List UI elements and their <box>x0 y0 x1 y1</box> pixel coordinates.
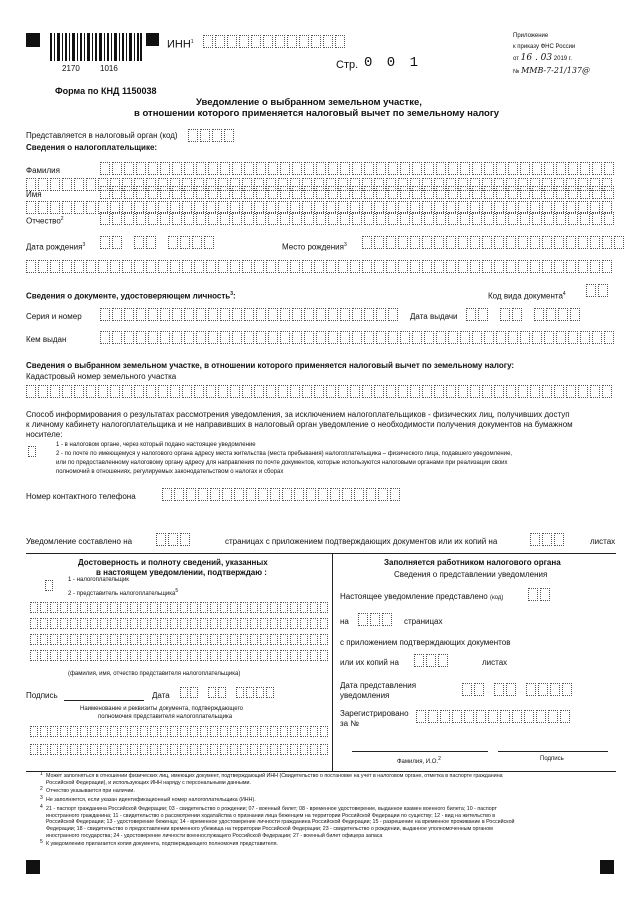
right-date-label-line1: Дата представления <box>340 681 417 690</box>
footnote <box>40 803 614 840</box>
blocks-top-line <box>26 553 616 554</box>
authority-doc-row1[interactable] <box>30 726 330 737</box>
left-date-label: Дата <box>152 691 170 700</box>
left-signature-line <box>64 700 144 701</box>
left-signature-label: Подпись <box>26 691 58 700</box>
right-fio-label: Фамилия, И.О.$^2$ <box>397 756 441 765</box>
footnote <box>40 786 614 795</box>
right-date-label-line2: уведомления <box>340 691 390 700</box>
sheets-count-cells[interactable] <box>530 533 566 546</box>
birth-place-cells[interactable] <box>362 236 626 249</box>
patronymic-label: Отчество$^2$ <box>26 216 64 226</box>
document-section-title: Сведения о документе, удостоверяющем личность$^3$: <box>26 291 236 301</box>
doc-type-code-label: Код вида документа$^4$ <box>488 291 566 301</box>
birth-place-label: Место рождения$^3$ <box>282 242 347 252</box>
doc-type-code-cells[interactable] <box>586 284 610 297</box>
right-signature-line <box>498 751 608 752</box>
corner-marker-bottom-right <box>600 860 614 874</box>
footnotes <box>40 771 614 850</box>
series-number-cells[interactable] <box>100 308 400 321</box>
registration-number-cells[interactable] <box>416 710 572 723</box>
footnote-line: Федерации; 18 - свидетельство о предоставлении временного убежища на территории Российской Федерации; 23 - свидетельство о рождении, выданное уполномоченным органом <box>46 825 493 832</box>
footnote-line: Отчество указывается при наличии. <box>46 788 135 795</box>
right-date-cells[interactable] <box>462 683 574 696</box>
right-sheets-label: листах <box>482 658 508 667</box>
presented-on-label: Настоящее уведомление представлено (код) <box>340 592 504 601</box>
surname-cells[interactable] <box>100 162 616 175</box>
issued-by-label: Кем выдан <box>26 335 67 344</box>
footnote-line: Российской Федерации), и использующих ИНН наряду с персональными данными. <box>46 779 251 786</box>
patronymic-cells[interactable] <box>100 212 616 225</box>
appendix-line1: Приложение <box>513 33 549 39</box>
registered-label-line2: за № <box>340 719 359 728</box>
footnote-line: Не заполняется, если указан идентификационный номер налогоплательщика (ИНН). <box>46 797 256 804</box>
series-number-label: Серия и номер <box>26 312 82 321</box>
appendix-line4: № ММВ-7-21/137@ <box>513 66 591 75</box>
sheets-label: листах <box>590 537 616 546</box>
right-pages-cells[interactable] <box>358 613 394 626</box>
footnote-line: 21 - паспорт гражданина Российской Федерации; 03 - свидетельство о рождении; 07 - военный билет; 08 - временное удостоверение, выданное взамен военного билета; 10 - паспорт <box>46 805 497 812</box>
footnote-line: иностранного государства; 24 - удостоверение личности военнослужащего Российской Федерации; 27 - военный билет офицера запаса <box>46 832 383 839</box>
footnotes-top-line <box>26 771 616 772</box>
left-block-title-line1: Достоверность и полноту сведений, указанных <box>78 558 268 567</box>
barcode-number-left: 2170 <box>62 64 80 73</box>
registered-label-line1: Зарегистрировано <box>340 709 409 718</box>
surname-label: Фамилия <box>26 166 60 175</box>
footnote-line: К уведомлению прилагается копия документа, подтверждающего полномочия представителя. <box>46 841 278 848</box>
form-title-line1: Уведомление о выбранном земельном участке, <box>196 97 422 108</box>
appendix-date-handwritten: 16 . 03 <box>520 53 553 63</box>
inform-text-line1: Способ информирования о результатах рассмотрения уведомления, за исключением налогоплательщиков - физических лиц, получивших доступ <box>26 410 570 419</box>
representative-fio-caption: (фамилия, имя, отчество представителя налогоплательщика) <box>68 671 241 677</box>
phone-cells[interactable] <box>162 488 402 501</box>
taxpayer-section-title: Сведения о налогоплательщике: <box>26 143 158 152</box>
issued-by-cells[interactable] <box>100 331 616 344</box>
confirm-type-cell[interactable] <box>45 580 55 591</box>
inform-option-1: 1 - в налоговом органе, через который подано настоящее уведомление <box>56 442 256 448</box>
footnote-number: 5 <box>40 839 43 846</box>
birth-date-cells[interactable] <box>100 236 216 249</box>
right-sheets-cells[interactable] <box>414 654 450 667</box>
inform-option-2-line3: полномочий в отношениях, регулируемых законодательством о налогах и сборах <box>56 469 284 475</box>
name-label: Имя <box>26 190 42 199</box>
right-block-subtitle: Сведения о представлении уведомления <box>394 570 548 579</box>
barcode-number-right: 1016 <box>100 64 118 73</box>
right-on-label: на <box>340 617 349 626</box>
phone-label: Номер контактного телефона <box>26 492 136 501</box>
pages-with-docs-label: страницах с приложением подтверждающих документов или их копий на <box>225 537 498 546</box>
confirm-option-2: 2 - представитель налогоплательщика$^5$ <box>68 588 179 597</box>
footnote-number: 3 <box>40 795 43 802</box>
inform-text-line3: носителе: <box>26 430 63 439</box>
issue-date-cells[interactable] <box>466 308 582 321</box>
inform-method-cell[interactable] <box>28 446 38 457</box>
authority-doc-row2[interactable] <box>30 744 330 755</box>
inform-option-2-line1: 2 - по почте по имеющемуся у налогового органа адресу места жительства (места пребывания) налогоплательщика – физического лица, подавшего уведомление, <box>56 451 513 457</box>
inform-text-line2: к личному кабинету налогоплательщика и не направивших в налоговый орган уведомление о необходимости получения документов на бумажном <box>26 420 573 429</box>
doc-caption-line2: полномочия представителя налогоплательщика <box>98 714 233 720</box>
birth-date-label: Дата рождения$^3$ <box>26 242 86 252</box>
form-title-line2: в отношении которого применяется налоговый вычет по земельному налогу <box>134 108 500 119</box>
confirm-option-1: 1 - налогоплательщик <box>68 577 129 583</box>
presented-code-cells[interactable] <box>528 588 552 601</box>
barcode <box>50 33 142 61</box>
corner-marker-top-left <box>26 33 40 47</box>
representative-fio-row2[interactable] <box>30 618 330 629</box>
appendix-line3: от 16 . 03 2019 г. <box>513 53 572 63</box>
corner-marker-top-mid <box>146 33 159 46</box>
corner-marker-bottom-left <box>26 860 40 874</box>
submitted-to-label: Представляется в налоговый орган (код) <box>26 131 178 140</box>
composed-on-label: Уведомление составлено на <box>26 537 133 546</box>
issue-date-label: Дата выдачи <box>410 312 458 321</box>
doc-caption-line1: Наименование и реквизиты документа, подтверждающего <box>80 706 243 712</box>
left-block-title-line2: в настоящем уведомлении, подтверждаю : <box>96 568 267 577</box>
footnote-line: Российской Федерации; 13 - удостоверение беженца; 14 - временное удостоверение личности гражданина Российской Федерации; 15 - разрешение на временное проживание в Российской <box>46 819 515 826</box>
representative-fio-row3[interactable] <box>30 634 330 645</box>
footnote <box>40 771 614 786</box>
footnote-number: 4 <box>40 803 43 810</box>
cadastral-number-cells[interactable] <box>26 385 614 398</box>
blocks-divider <box>332 553 333 771</box>
representative-fio-row1[interactable] <box>30 602 330 613</box>
footnote <box>40 839 614 848</box>
inform-option-2-line2: или по предоставленному налоговому органу адресу для направления по почте документов, которые используются налоговыми органами при реализации своих <box>56 460 508 466</box>
page-number: 0 0 1 <box>364 55 422 71</box>
footnote-line: иностранного гражданина; 11 - свидетельство о рассмотрении ходатайства о признании лица беженцем на территории Российской Федерации по существу; 12 - вид на жительство в <box>46 812 496 819</box>
representative-fio-row4[interactable] <box>30 650 330 661</box>
footnote-number: 2 <box>40 786 43 793</box>
left-date-cells[interactable] <box>180 687 276 698</box>
right-signature-label: Подпись <box>540 756 564 762</box>
footnote-number: 1 <box>40 771 43 777</box>
footnote <box>40 795 614 804</box>
right-fio-line <box>352 751 488 752</box>
right-pages-label: страницах <box>404 617 443 626</box>
form-code: Форма по КНД 1150038 <box>55 86 157 96</box>
birth-place-cells-row2[interactable] <box>26 260 614 273</box>
right-or-copies-label: или их копий на <box>340 658 399 667</box>
pages-count-cells[interactable] <box>156 533 192 546</box>
tax-office-code-cells[interactable] <box>188 129 236 142</box>
footnote-line: Может заполняться в отношении физических лиц, имеющих документ, подтверждающий ИНН (Свидетельство о постановке на учет в налоговом органе, отметка в паспорте гражданина <box>46 773 503 779</box>
appendix-number-handwritten: ММВ-7-21/137@ <box>521 66 591 75</box>
right-block-title: Заполняется работником налогового органа <box>384 558 561 567</box>
land-section-title: Сведения о выбранном земельном участке, в отношении которого применяется налоговый вычет по земельному налогу: <box>26 361 515 370</box>
inn-label: ИНН$^1$ <box>167 38 194 51</box>
page-label: Стр. <box>336 59 359 71</box>
name-cells[interactable] <box>100 186 616 199</box>
cadastral-number-label: Кадастровый номер земельного участка <box>26 372 177 381</box>
right-with-docs-label: с приложением подтверждающих документов <box>340 638 511 647</box>
inn-cells[interactable] <box>203 35 347 48</box>
appendix-line2: к приказу ФНС России <box>513 44 576 50</box>
